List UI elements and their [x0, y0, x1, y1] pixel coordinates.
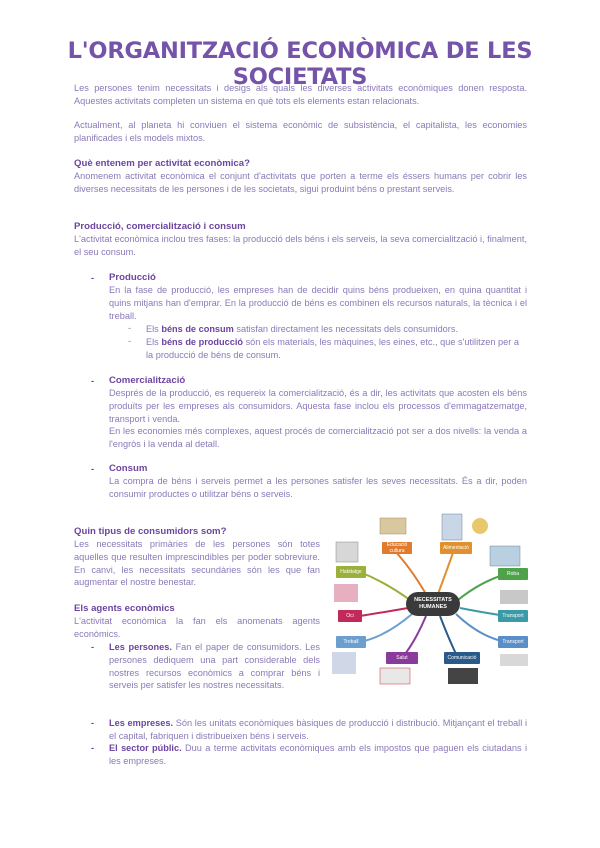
comercialitzacio-title: Comercialització: [109, 375, 186, 386]
bullet-dash: -: [91, 375, 95, 386]
page-title: L'ORGANITZACIÓ ECONÒMICA DE LES SOCIETATS: [67, 38, 533, 90]
diagram-node-transport-2: Transport: [498, 636, 528, 648]
activitat-heading: Què entenem per activitat econòmica?: [74, 158, 250, 169]
bullet-dash: -: [91, 641, 95, 652]
comercialitzacio-text-2: En les economies més complexes, aquest procés de comercialització pot ser a dos nivells: la venda a l'engròs i la venda al detall.: [109, 426, 527, 449]
consum-text: La compra de béns i serveis permet a les persones satisfer les seves necessitats. És a dir, poden consumir productes o utilitzar béns o serveis.: [109, 476, 527, 499]
diagram-node-comunicacio: Comunicació: [444, 652, 480, 664]
bullet-dash: -: [128, 323, 132, 333]
agents-text: L'activitat econòmica la fan els anomenats agents econòmics.: [74, 616, 320, 639]
agent-empreses: Les empreses. Són les unitats econòmiques bàsiques de producció i distribució. Mitjançant el treball i el capital, fabriquen i distribueixen béns i serveis.: [109, 718, 528, 741]
diagram-node-educacio: Educació cultura: [382, 542, 412, 554]
diagram-node-treball: Treball: [336, 636, 366, 648]
diagram-node-transport-1: Transport: [498, 610, 528, 622]
agent-persones: Les persones. Fan el paper de consumidors. Les persones dediquem una part considerable dels nostres recursos econòmics a comprar béns i serveis per satisfer les nostres necessitats.: [109, 642, 320, 691]
activitat-text: Anomenem activitat econòmica el conjunt d'activitats que porten a terme els éssers humans per cobrir les diverses necessitats de les persones i de les societats, sigui produint béns o prestant serveis.: [74, 171, 527, 194]
bullet-dash: -: [91, 463, 95, 474]
diagram-center-node: NECESSITATS HUMANES: [406, 592, 460, 616]
produccio-title: Producció: [109, 272, 156, 283]
intro-paragraph-1: Les persones tenim necessitats i desigs als quals les diverses activitats econòmiques donen resposta. Aquestes activitats completen un sistema en què tots els elements estan relacionats.: [74, 83, 527, 106]
bullet-dash: -: [91, 742, 95, 753]
consum-title: Consum: [109, 463, 148, 474]
consumidors-text: Les necessitats primàries de les persones són totes aquelles que resulten imprescindibles per poder sobreviure. En canvi, les necessitats secundàries són les que fan augmentar el nostre benestar.: [74, 539, 320, 588]
fases-text: L'activitat econòmica inclou tres fases: la producció dels béns i els serveis, la seva comercialització i, finalment, el seu consum.: [74, 234, 527, 257]
agent-public: El sector públic. Duu a terme activitats econòmiques amb els impostos que paguen els ciutadans i les empreses.: [109, 743, 527, 766]
intro-paragraph-2: Actualment, al planeta hi conviuen el sistema econòmic de subsistència, el capitalista, les economies planificades i els models mixtos.: [74, 120, 527, 143]
bullet-dash: -: [91, 272, 95, 283]
diagram-node-roba: Roba: [498, 568, 528, 580]
agents-heading: Els agents econòmics: [74, 603, 175, 614]
produccio-text: En la fase de producció, les empreses han de decidir quins béns produeixen, en quina quantitat i quins mitjans han d'emprar. En la producció de béns es combinen els recursos naturals, la tècnica i el treball.: [109, 285, 527, 321]
necessitats-humanes-diagram: [330, 512, 532, 688]
bullet-dash: -: [128, 336, 132, 346]
diagram-node-salut: Salut: [386, 652, 418, 664]
bens-consum-item: Els béns de consum satisfan directament les necessitats dels consumidors.: [146, 324, 459, 334]
fases-heading: Producció, comercialització i consum: [74, 221, 246, 232]
diagram-node-oci: Oci: [338, 610, 362, 622]
bens-produccio-item: Els béns de producció són els materials, les màquines, les eines, etc., que s'utilitzen per a la producció de béns de consum.: [146, 337, 519, 360]
consumidors-heading: Quin tipus de consumidors som?: [74, 526, 227, 537]
diagram-node-alimentacio: Alimentació: [440, 542, 472, 554]
diagram-node-habitatge: Habitatge: [336, 566, 366, 578]
bullet-dash: -: [91, 717, 95, 728]
comercialitzacio-text-1: Després de la producció, es requereix la comercialització, és a dir, les activitats que acosten els béns produïts per les empreses als consumidors. Aquesta fase inclou els processos d'emmagatzematge, transport i venda.: [109, 388, 527, 424]
